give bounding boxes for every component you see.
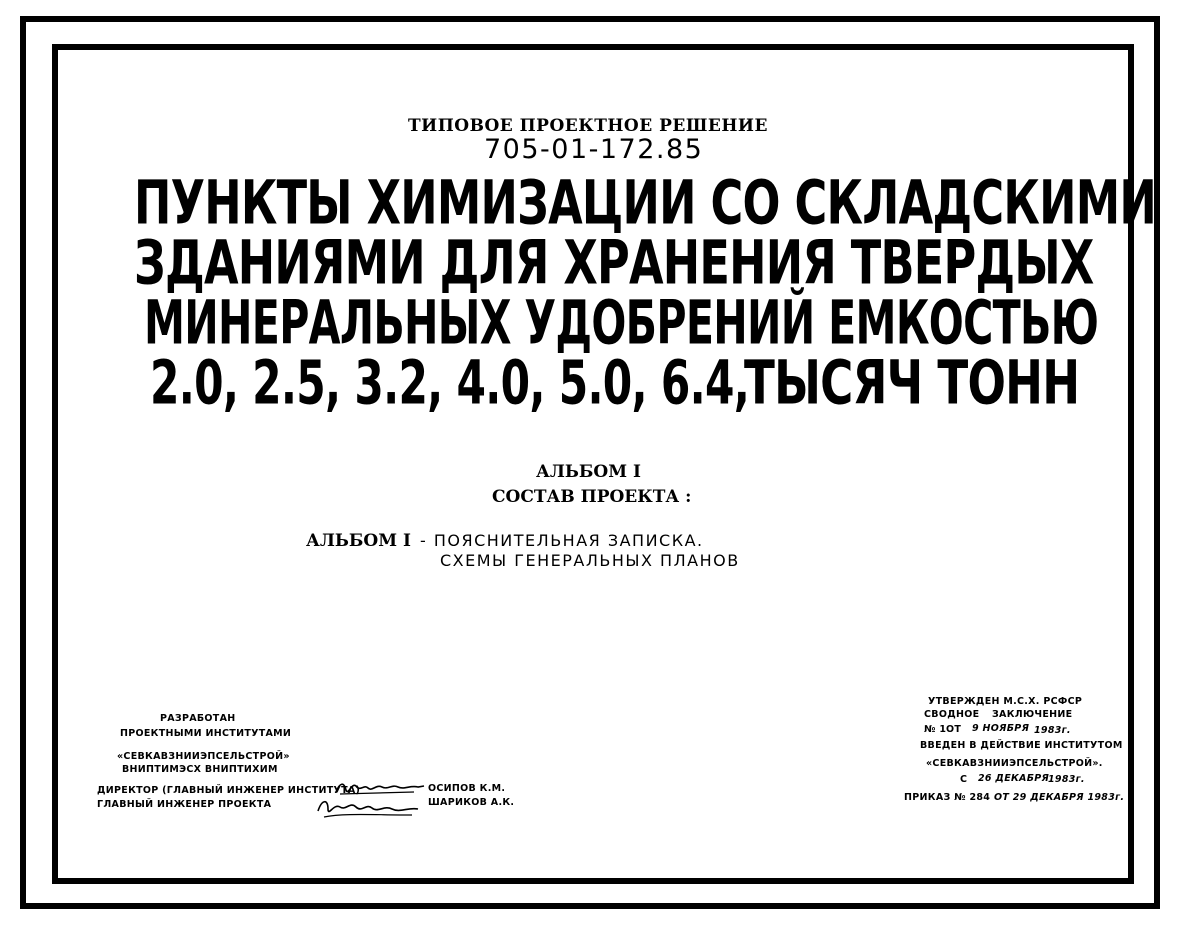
- title-capacity-units: ТЫСЯЧ ТОНН: [744, 346, 1080, 419]
- director-name: ОСИПОВ К.М.: [428, 783, 506, 794]
- enactment-from: С: [960, 774, 968, 785]
- institute-name-1: «СЕВКАВЗНИИЭПСЕЛЬСТРОЙ»: [117, 751, 290, 762]
- summary-conclusion-label: СВОДНОЕ: [924, 709, 980, 720]
- album-entry-description-2: СХЕМЫ ГЕНЕРАЛЬНЫХ ПЛАНОВ: [440, 551, 740, 570]
- album-number: АЛЬБОМ I: [536, 462, 641, 482]
- conclusion-year: 1983г.: [1034, 725, 1071, 736]
- title-capacity-values: 2.0, 2.5, 3.2, 4.0, 5.0, 6.4,: [150, 346, 750, 419]
- order-number: ПРИКАЗ № 284: [904, 792, 991, 803]
- title-line-3: МИНЕРАЛЬНЫХ УДОБРЕНИЙ ЕМКОСТЬЮ: [144, 286, 1099, 359]
- director-role: ДИРЕКТОР (ГЛАВНЫЙ ИНЖЕНЕР ИНСТИТУТА): [97, 785, 361, 796]
- conclusion-number: № 1: [924, 724, 947, 735]
- developed-by-institutes-label: ПРОЕКТНЫМИ ИНСТИТУТАМИ: [120, 728, 292, 739]
- album-entry-label: АЛЬБОМ I: [306, 531, 411, 551]
- developed-by-label: РАЗРАБОТАН: [160, 713, 236, 724]
- enactment-date: 26 ДЕКАБРЯ: [978, 773, 1050, 784]
- approved-by: УТВЕРЖДЕН М.С.Х. РСФСР: [928, 696, 1083, 707]
- enacting-institute: «СЕВКАВЗНИИЭПСЕЛЬСТРОЙ».: [926, 758, 1103, 769]
- chief-engineer-role: ГЛАВНЫЙ ИНЖЕНЕР ПРОЕКТА: [97, 799, 272, 810]
- order-date: ОТ 29 ДЕКАБРЯ 1983г.: [994, 792, 1125, 803]
- chief-engineer-signature: [314, 793, 422, 823]
- conclusion-from: ОТ: [946, 724, 962, 735]
- conclusion-date: 9 НОЯБРЯ: [972, 723, 1030, 734]
- summary-conclusion-word: ЗАКЛЮЧЕНИЕ: [992, 709, 1073, 720]
- title-line-2: ЗДАНИЯМИ ДЛЯ ХРАНЕНИЯ ТВЕРДЫХ: [134, 226, 1094, 299]
- composition-heading: СОСТАВ ПРОЕКТА :: [492, 487, 692, 507]
- title-line-1: ПУНКТЫ ХИМИЗАЦИИ СО СКЛАДСКИМИ: [134, 166, 1157, 239]
- institute-name-2: ВНИПТИМЭСХ ВНИПТИХИМ: [122, 764, 278, 775]
- enactment-year: 1983г.: [1048, 774, 1085, 785]
- enacted-by: ВВЕДЕН В ДЕЙСТВИЕ ИНСТИТУТОМ: [920, 740, 1123, 751]
- album-entry-description: - ПОЯСНИТЕЛЬНАЯ ЗАПИСКА.: [420, 531, 704, 550]
- project-code: 705-01-172.85: [484, 134, 704, 165]
- chief-engineer-name: ШАРИКОВ А.К.: [428, 797, 515, 808]
- series-label: ТИПОВОЕ ПРОЕКТНОЕ РЕШЕНИЕ: [408, 116, 768, 136]
